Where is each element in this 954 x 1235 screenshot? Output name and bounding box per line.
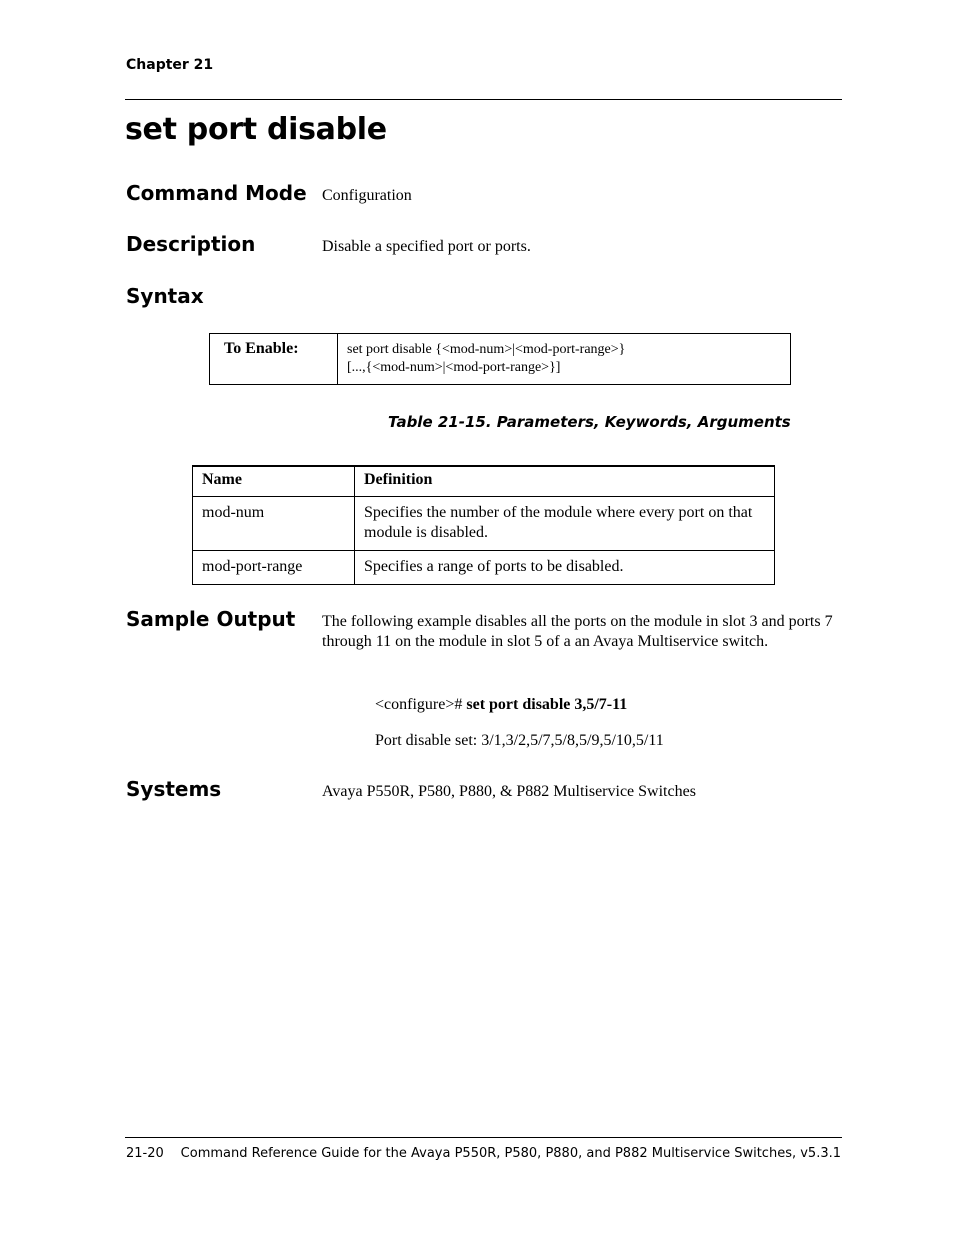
sample-result: Port disable set: 3/1,3/2,5/7,5/8,5/9,5/10,5/11 — [375, 732, 664, 749]
page-title: set port disable — [125, 112, 387, 147]
column-header-definition: Definition — [355, 466, 775, 497]
syntax-line-2: [...,{<mod-num>|<mod-port-range>}] — [347, 360, 561, 375]
description-heading: Description — [126, 232, 256, 256]
syntax-row — [210, 334, 791, 385]
systems-text: Avaya P550R, P580, P880, & P882 Multiservice Switches — [322, 783, 696, 800]
config-prompt: <configure># — [375, 696, 463, 713]
param-name: mod-num — [193, 497, 355, 551]
footer-title: Command Reference Guide for the Avaya P550R, P580, P880, and P882 Multiservice Switches, v5.3.1 — [180, 1146, 841, 1161]
syntax-line-1: set port disable {<mod-num>|<mod-port-range>} — [347, 342, 626, 357]
param-definition: Specifies a range of ports to be disabled. — [355, 551, 775, 585]
column-header-name: Name — [193, 466, 355, 497]
syntax-heading: Syntax — [126, 284, 204, 308]
param-name: mod-port-range — [193, 551, 355, 585]
sample-output-text: The following example disables all the ports on the module in slot 3 and ports 7 through 11 on the module in slot 5 of a an Avaya Multiservice switch. — [322, 613, 833, 650]
table-header-row — [193, 466, 775, 497]
sample-command-line — [375, 696, 627, 714]
table-row — [193, 497, 775, 551]
syntax-table — [209, 333, 791, 385]
header-rule — [125, 99, 842, 100]
syntax-label: To Enable: — [210, 334, 338, 385]
table-row — [193, 551, 775, 585]
table-caption: Table 21-15. Parameters, Keywords, Arguments — [388, 413, 791, 431]
description-text: Disable a specified port or ports. — [322, 238, 531, 255]
chapter-label: Chapter 21 — [126, 57, 214, 73]
page-number: 21-20 — [126, 1146, 164, 1161]
command-mode-heading: Command Mode — [126, 181, 307, 205]
sample-command: set port disable 3,5/7-11 — [466, 696, 628, 713]
parameters-table — [192, 465, 775, 585]
syntax-command — [338, 334, 791, 385]
command-mode-text: Configuration — [322, 187, 412, 204]
sample-output-heading: Sample Output — [126, 607, 296, 631]
param-definition: Specifies the number of the module where every port on that module is disabled. — [355, 497, 775, 551]
footer-rule — [125, 1137, 842, 1138]
systems-heading: Systems — [126, 777, 222, 801]
